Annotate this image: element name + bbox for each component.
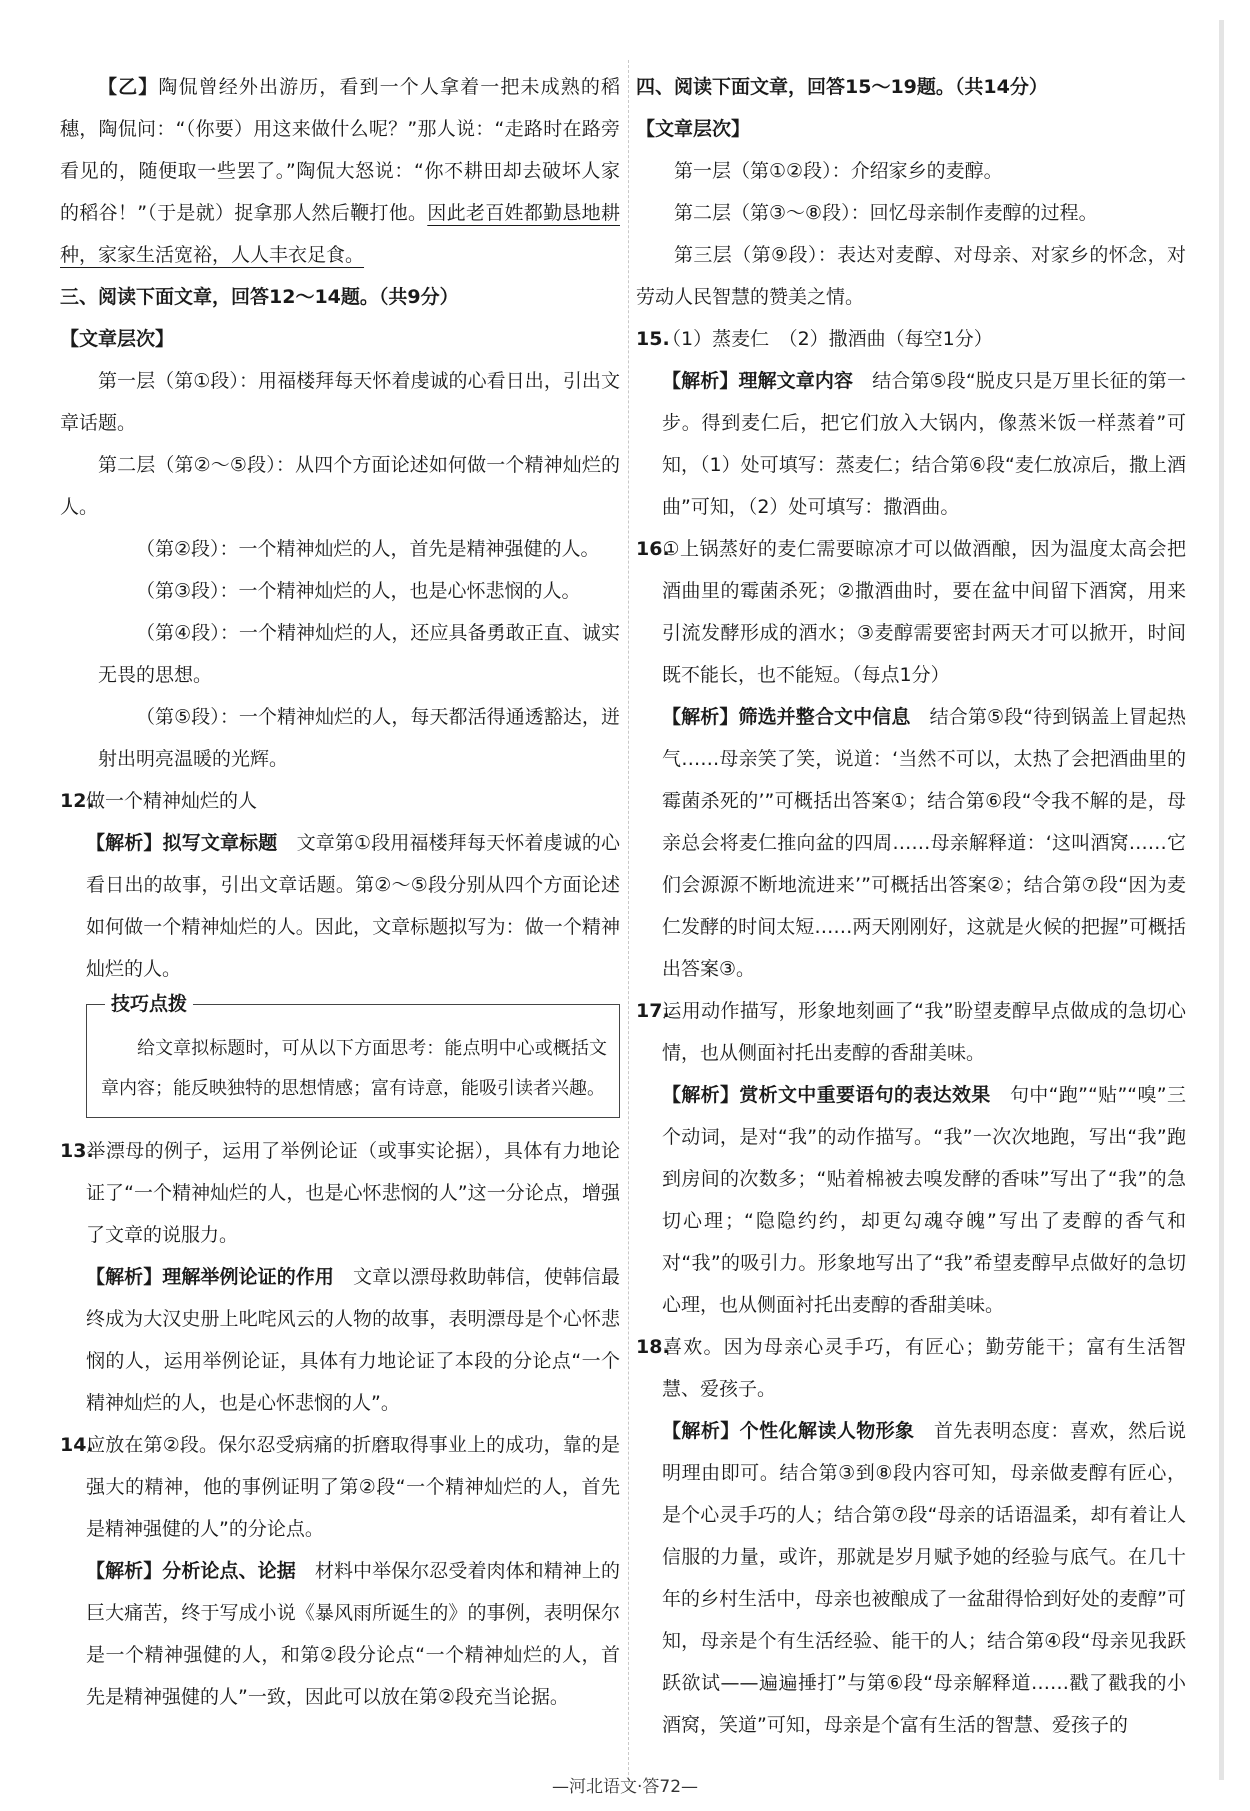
q12-answer: 做一个精神灿烂的人 — [86, 790, 258, 812]
q14-analysis-line — [60, 1550, 620, 1718]
section3-sub1: （第②段）：一个精神灿烂的人，首先是精神强健的人。 — [136, 538, 600, 560]
page-edge — [1219, 20, 1224, 1780]
section3-layer1: 第一层（第①段）：用福楼拜每天怀着虔诚的心看日出，引出文章话题。 — [60, 370, 620, 434]
q18-answer-line — [636, 1326, 1186, 1410]
section3-sub3: （第④段）：一个精神灿烂的人，还应具备勇敢正直、诚实无畏的思想。 — [98, 622, 620, 686]
q13-answer: 举漂母的例子，运用了举例论证（或事实论据），具体有力地论证了“一个精神灿烂的人，也是心怀悲悯的人”这一分论点，增强了文章的说服力。 — [86, 1140, 620, 1246]
q18-answer: 喜欢。因为母亲心灵手巧，有匠心；勤劳能干；富有生活智慧、爱孩子。 — [662, 1336, 1186, 1400]
q12-number: 12. — [60, 790, 94, 812]
section4-layer1: 第一层（第①②段）：介绍家乡的麦醇。 — [674, 160, 1003, 182]
q14-tag: 【解析】分析论点、论据 — [86, 1560, 296, 1582]
q17-analysis-line — [636, 1074, 1186, 1326]
left-column — [60, 66, 620, 1718]
q18-analysis-line — [636, 1410, 1186, 1746]
tip-box — [86, 993, 620, 1118]
q17-analysis: 句中“跑”“贴”“嗅”三个动词，是对“我”的动作描写。“我”一次次地跑，写出“我”跑到房间的次数多；“贴着棉被去嗅发酵的香味”写出了“我”的急切心理；“隐隐约约，却更勾魂夺魄”写出了麦醇的香气和对“我”的吸引力。形象地写出了“我”希望麦醇早点做好的急切心理，也从侧面衬托出麦醇的香甜美味。 — [662, 1084, 1186, 1316]
column-divider — [628, 60, 630, 1790]
q13-analysis-line — [60, 1256, 620, 1424]
q15-tag: 【解析】理解文章内容 — [662, 370, 854, 392]
q16-number: 16. — [636, 538, 670, 560]
q18-analysis: 首先表明态度：喜欢，然后说明理由即可。结合第③到⑧段内容可知，母亲做麦醇有匠心，是个心灵手巧的人；结合第⑦段“母亲的话语温柔，却有着让人信服的力量，或许，那就是岁月赋予她的经验与底气。在几十年的乡村生活中，母亲也被酿成了一盆甜得恰到好处的麦醇”可知，母亲是个有生活经验、能干的人；结合第④段“母亲见我跃跃欲试——遍遍捶打”与第⑥段“母亲解释道……戳了戳我的小酒窝，笑道”可知，母亲是个富有生活的智慧、爱孩子的 — [662, 1420, 1186, 1736]
q16-answer: ①上锅蒸好的麦仁需要晾凉才可以做酒酿，因为温度太高会把酒曲里的霉菌杀死；②撒酒曲时，要在盆中间留下酒窝，用来引流发酵形成的酒水；③麦醇需要密封两天才可以掀开，时间既不能长，也不能短。（每点1分） — [662, 538, 1186, 686]
section4-layers-title: 【文章层次】 — [636, 118, 751, 140]
q12-analysis: 文章第①段用福楼拜每天怀着虔诚的心看日出的故事，引出文章话题。第②～⑤段分别从四个方面论述如何做一个精神灿烂的人。因此，文章标题拟写为：做一个精神灿烂的人。 — [86, 832, 620, 980]
q16-analysis-line — [636, 696, 1186, 990]
q12-answer-line — [60, 780, 620, 822]
section3-layers-title: 【文章层次】 — [60, 328, 175, 350]
q15-answer: （1）蒸麦仁 （2）撒酒曲（每空1分） — [662, 328, 993, 350]
section4-heading: 四、阅读下面文章，回答15～19题。（共14分） — [636, 76, 1048, 98]
q18-tag: 【解析】个性化解读人物形象 — [662, 1420, 915, 1442]
tip-title: 技巧点拨 — [105, 991, 193, 1017]
q13-answer-line — [60, 1130, 620, 1256]
q14-answer-line — [60, 1424, 620, 1550]
section3-sub4: （第⑤段）：一个精神灿烂的人，每天都活得通透豁达，迸射出明亮温暖的光辉。 — [98, 706, 620, 770]
yi-underlined-sentence: 因此老百姓都勤恳地耕种，家家生活宽裕，人人丰衣足食。 — [60, 202, 620, 266]
yi-passage — [60, 66, 620, 276]
yi-title: 【乙】 — [98, 76, 159, 98]
q14-answer: 应放在第②段。保尔忍受病痛的折磨取得事业上的成功，靠的是强大的精神，他的事例证明了第②段“一个精神灿烂的人，首先是精神强健的人”的分论点。 — [86, 1434, 620, 1540]
q14-number: 14. — [60, 1434, 94, 1456]
right-column — [636, 66, 1186, 1746]
q17-answer: 运用动作描写，形象地刻画了“我”盼望麦醇早点做成的急切心情，也从侧面衬托出麦醇的香甜美味。 — [662, 1000, 1186, 1064]
yi-text: 陶侃曾经外出游历，看到一个人拿着一把未成熟的稻穗，陶侃问：“（你要）用这来做什么呢？”那人说：“走路时在路旁看见的，随便取一些罢了。”陶侃大怒说：“你不耕田却去破坏人家的稻谷！”（于是就）捉拿那人然后鞭打他。 — [60, 76, 620, 224]
section3-heading: 三、阅读下面文章，回答12～14题。（共9分） — [60, 286, 459, 308]
page-footer: —河北语文·答72— — [551, 1777, 699, 1797]
q15-analysis: 结合第⑤段“脱皮只是万里长征的第一步。得到麦仁后，把它们放入大锅内，像蒸米饭一样蒸着”可知，（1）处可填写：蒸麦仁；结合第⑥段“麦仁放凉后，撒上酒曲”可知，（2）处可填写：撒酒曲。 — [662, 370, 1186, 518]
q15-number: 15. — [636, 328, 670, 350]
section3-layer2: 第二层（第②～⑤段）：从四个方面论述如何做一个精神灿烂的人。 — [60, 454, 620, 518]
q15-answer-line — [636, 318, 1186, 360]
q13-analysis: 文章以漂母救助韩信，使韩信最终成为大汉史册上叱咤风云的人物的故事，表明漂母是个心怀悲悯的人，运用举例论证，具体有力地论证了本段的分论点“一个精神灿烂的人，也是心怀悲悯的人”。 — [86, 1266, 620, 1414]
q16-answer-line — [636, 528, 1186, 696]
q13-number: 13. — [60, 1140, 94, 1162]
tip-text: 给文章拟标题时，可从以下方面思考：能点明中心或概括文章内容；能反映独特的思想情感；富有诗意，能吸引读者兴趣。 — [101, 1038, 607, 1099]
section3-sub2: （第③段）：一个精神灿烂的人，也是心怀悲悯的人。 — [136, 580, 581, 602]
q17-tag: 【解析】赏析文中重要语句的表达效果 — [662, 1084, 991, 1106]
q17-answer-line — [636, 990, 1186, 1074]
section4-layer2: 第二层（第③～⑧段）：回忆母亲制作麦醇的过程。 — [674, 202, 1098, 224]
q16-analysis: 结合第⑤段“待到锅盖上冒起热气……母亲笑了笑，说道：‘当然不可以，太热了会把酒曲里的霉菌杀死的’”可概括出答案①；结合第⑥段“令我不解的是，母亲总会将麦仁推向盆的四周……母亲解释道：‘这叫酒窝……它们会源源不断地流进来’”可概括出答案②；结合第⑦段“因为麦仁发酵的时间太短……两天刚刚好，这就是火候的把握”可概括出答案③。 — [662, 706, 1186, 980]
q15-analysis-line — [636, 360, 1186, 528]
q17-number: 17. — [636, 1000, 670, 1022]
q14-analysis: 材料中举保尔忍受着肉体和精神上的巨大痛苦，终于写成小说《暴风雨所诞生的》的事例，表明保尔是一个精神强健的人，和第②段分论点“一个精神灿烂的人，首先是精神强健的人”一致，因此可以放在第②段充当论据。 — [86, 1560, 620, 1708]
q12-analysis-line — [60, 822, 620, 990]
section4-layer3: 第三层（第⑨段）：表达对麦醇、对母亲、对家乡的怀念，对劳动人民智慧的赞美之情。 — [636, 244, 1186, 308]
q16-tag: 【解析】筛选并整合文中信息 — [662, 706, 911, 728]
q12-tag: 【解析】拟写文章标题 — [86, 832, 278, 854]
q18-number: 18. — [636, 1336, 670, 1358]
q13-tag: 【解析】理解举例论证的作用 — [86, 1266, 334, 1288]
